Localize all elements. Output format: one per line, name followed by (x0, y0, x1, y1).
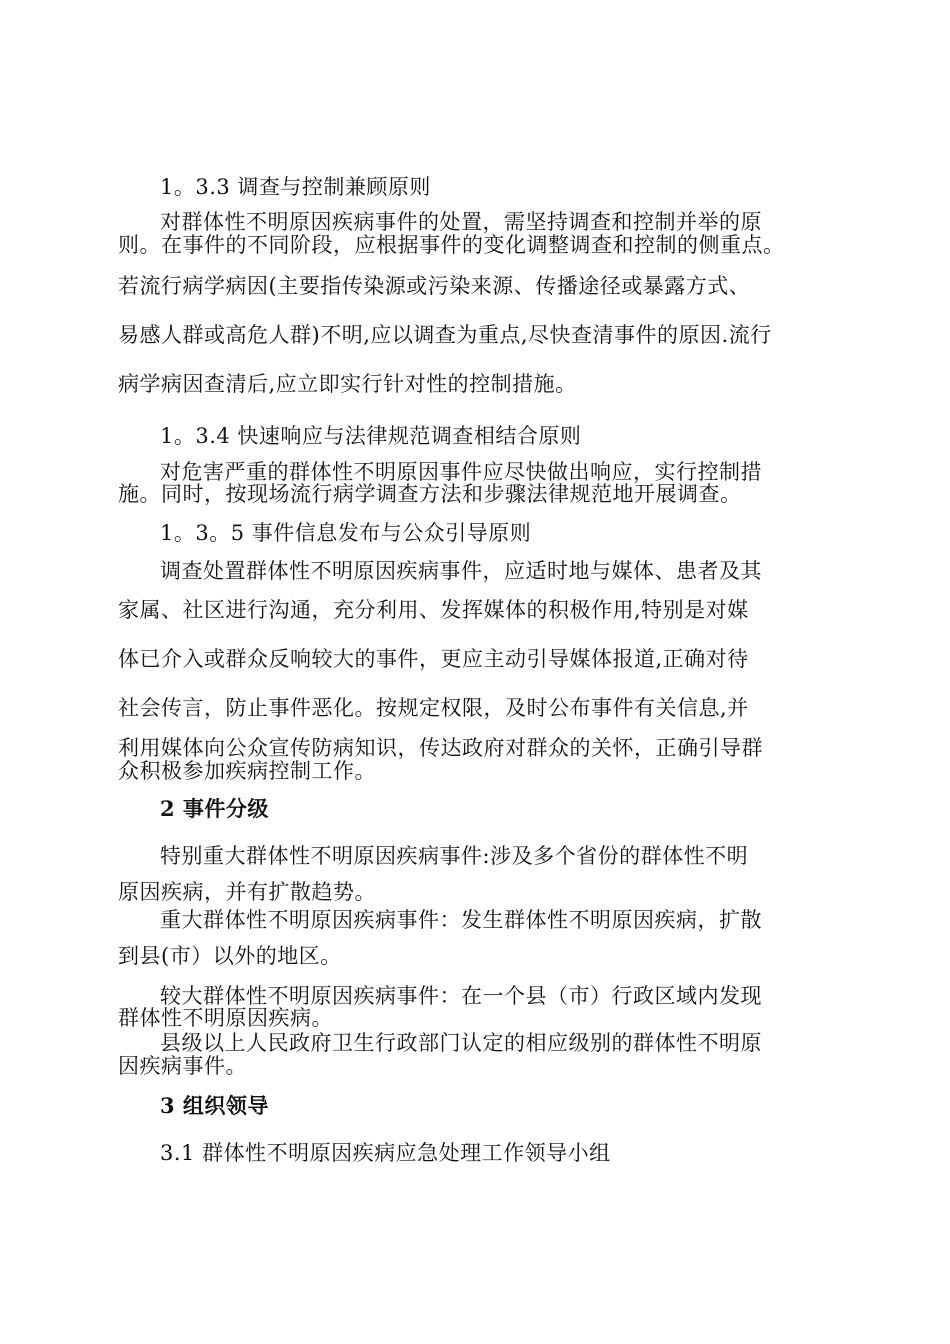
paragraph-line: 调查处置群体性不明原因疾病事件，应适时地与媒体、患者及其 (160, 559, 762, 583)
paragraph-line: 原因疾病，并有扩散趋势。 (118, 880, 376, 904)
section-heading-3: 3 组织领导 (160, 1093, 269, 1118)
paragraph-line: 重大群体性不明原因疾病事件：发生群体性不明原因疾病，扩散 (160, 908, 762, 932)
section-heading-1-3-5: 1。3。5 事件信息发布与公众引导原则 (160, 521, 532, 545)
paragraph-line: 群体性不明原因疾病。 (118, 1006, 333, 1030)
paragraph-line: 众积极参加疾病控制工作。 (118, 759, 376, 783)
paragraph-line: 县级以上人民政府卫生行政部门认定的相应级别的群体性不明原 (160, 1031, 762, 1055)
paragraph-line: 因疾病事件。 (118, 1054, 247, 1078)
section-heading-2: 2 事件分级 (160, 796, 269, 821)
paragraph-line: 到县(市）以外的地区。 (118, 944, 342, 968)
paragraph-line: 对群体性不明原因疾病事件的处置，需坚持调查和控制并举的原 (160, 210, 762, 234)
paragraph-line: 易感人群或高危人群)不明,应以调查为重点,尽快查清事件的原因.流行 (118, 323, 772, 347)
section-heading-3-1: 3.1 群体性不明原因疾病应急处理工作领导小组 (160, 1141, 611, 1165)
paragraph-line: 则。在事件的不同阶段，应根据事件的变化调整调查和控制的侧重点。 (118, 233, 785, 257)
section-heading-1-3-3: 1。3.3 调查与控制兼顾原则 (160, 175, 431, 199)
paragraph-line: 病学病因查清后,应立即实行针对性的控制措施。 (118, 372, 577, 396)
paragraph-line: 对危害严重的群体性不明原因事件应尽快做出响应，实行控制措 (160, 460, 762, 484)
paragraph-line: 特别重大群体性不明原因疾病事件:涉及多个省份的群体性不明 (160, 844, 749, 868)
paragraph-line: 社会传言，防止事件恶化。按规定权限，及时公布事件有关信息,并 (118, 696, 749, 720)
paragraph-line: 利用媒体向公众宣传防病知识，传达政府对群众的关怀，正确引导群 (118, 736, 763, 760)
paragraph-line: 若流行病学病因(主要指传染源或污染来源、传播途径或暴露方式、 (118, 274, 751, 298)
paragraph-line: 施。同时，按现场流行病学调查方法和步骤法律规范地开展调查。 (118, 482, 742, 506)
paragraph-line: 较大群体性不明原因疾病事件：在一个县（市）行政区域内发现 (160, 984, 762, 1008)
paragraph-line: 体已介入或群众反响较大的事件，更应主动引导媒体报道,正确对待 (118, 647, 749, 671)
paragraph-line: 家属、社区进行沟通，充分利用、发挥媒体的积极作用,特别是对媒 (118, 598, 749, 622)
section-heading-1-3-4: 1。3.4 快速响应与法律规范调查相结合原则 (160, 424, 582, 448)
